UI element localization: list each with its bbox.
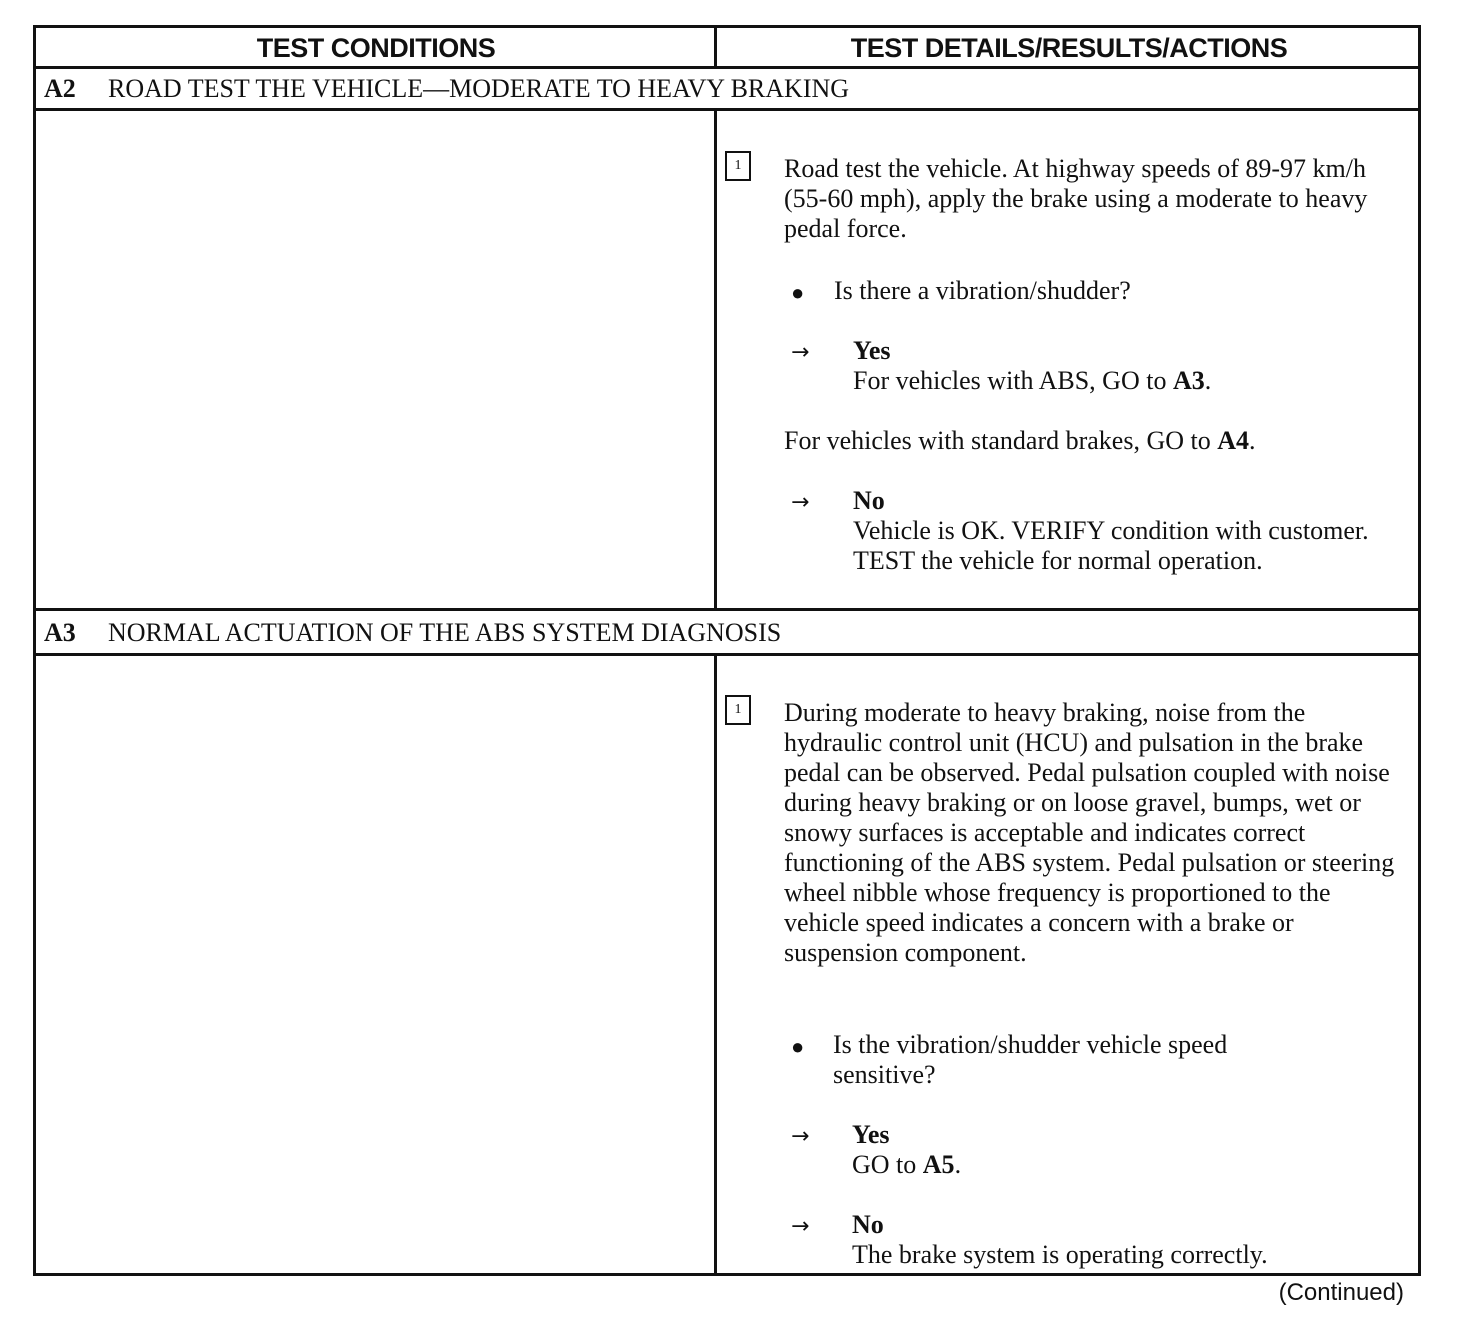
right-arrow-icon: →: [791, 340, 810, 365]
column-divider: [714, 28, 717, 69]
no-label: No: [853, 486, 885, 515]
section-title: ROAD TEST THE VEHICLE—MODERATE TO HEAVY BRAKING: [108, 74, 850, 103]
divider: [36, 66, 1418, 69]
step-box-icon: 1: [725, 695, 751, 725]
standard-brakes-text: For vehicles with standard brakes, GO to: [784, 426, 1218, 455]
divider: [36, 608, 1418, 611]
step-text: Road test the vehicle. At highway speeds of 89-97 km/h (55-60 mph), apply the brake using a moderate to heavy pedal force.: [784, 154, 1368, 243]
yes-action: [853, 366, 1393, 396]
divider: [36, 653, 1418, 656]
bullet-icon: ●: [791, 1034, 805, 1059]
section-a2-heading: [44, 74, 849, 104]
no-action: Vehicle is OK. VERIFY condition with customer. TEST the vehicle for normal operation.: [853, 516, 1369, 575]
column-divider: [714, 108, 717, 611]
right-arrow-icon: →: [791, 1214, 810, 1239]
bullet-icon: ●: [791, 280, 805, 305]
step-box-icon: 1: [725, 151, 751, 181]
goto-reference: A5: [922, 1150, 955, 1179]
no-action: The brake system is operating correctly.: [852, 1240, 1268, 1269]
section-title: NORMAL ACTUATION OF THE ABS SYSTEM DIAGNOSIS: [108, 618, 782, 647]
section-id: A2: [44, 74, 76, 103]
question-text: Is the vibration/shudder vehicle speed sensitive?: [833, 1030, 1228, 1089]
column-divider: [714, 653, 717, 1273]
punctuation: .: [1204, 366, 1212, 395]
goto-reference: A4: [1217, 426, 1250, 455]
right-arrow-icon: →: [791, 490, 810, 515]
goto-reference: A3: [1172, 366, 1205, 395]
section-id: A3: [44, 618, 76, 647]
yes-action-text: GO to: [852, 1150, 923, 1179]
section-a3-heading: [44, 618, 781, 648]
standard-brakes-action: [784, 426, 1404, 456]
punctuation: .: [1249, 426, 1256, 455]
step-text: During moderate to heavy braking, noise from the hydraulic control unit (HCU) and pulsation in the brake pedal can be observed. Pedal pulsation coupled with noise during heavy braking or on loose gravel, bumps, wet or snowy surfaces is acceptable and indicates correct functioning of the ABS system. Pedal pulsation or steering wheel nibble whose frequency is proportioned to the vehicle speed indicates a concern with a brake or suspension component.: [784, 698, 1395, 967]
header-test-conditions: TEST CONDITIONS: [256, 33, 496, 63]
yes-action: [852, 1150, 1372, 1180]
no-label: No: [852, 1210, 884, 1239]
yes-action-text: For vehicles with ABS, GO to: [853, 366, 1173, 395]
header-test-details: TEST DETAILS/RESULTS/ACTIONS: [850, 33, 1288, 63]
yes-label: Yes: [853, 336, 891, 365]
right-arrow-icon: →: [791, 1124, 810, 1149]
yes-label: Yes: [852, 1120, 890, 1149]
divider: [36, 108, 1418, 111]
punctuation: .: [954, 1150, 962, 1179]
question-text: Is there a vibration/shudder?: [834, 276, 1131, 305]
continued-label: (Continued): [1278, 1279, 1404, 1306]
diagnostic-table: [33, 25, 1421, 1276]
